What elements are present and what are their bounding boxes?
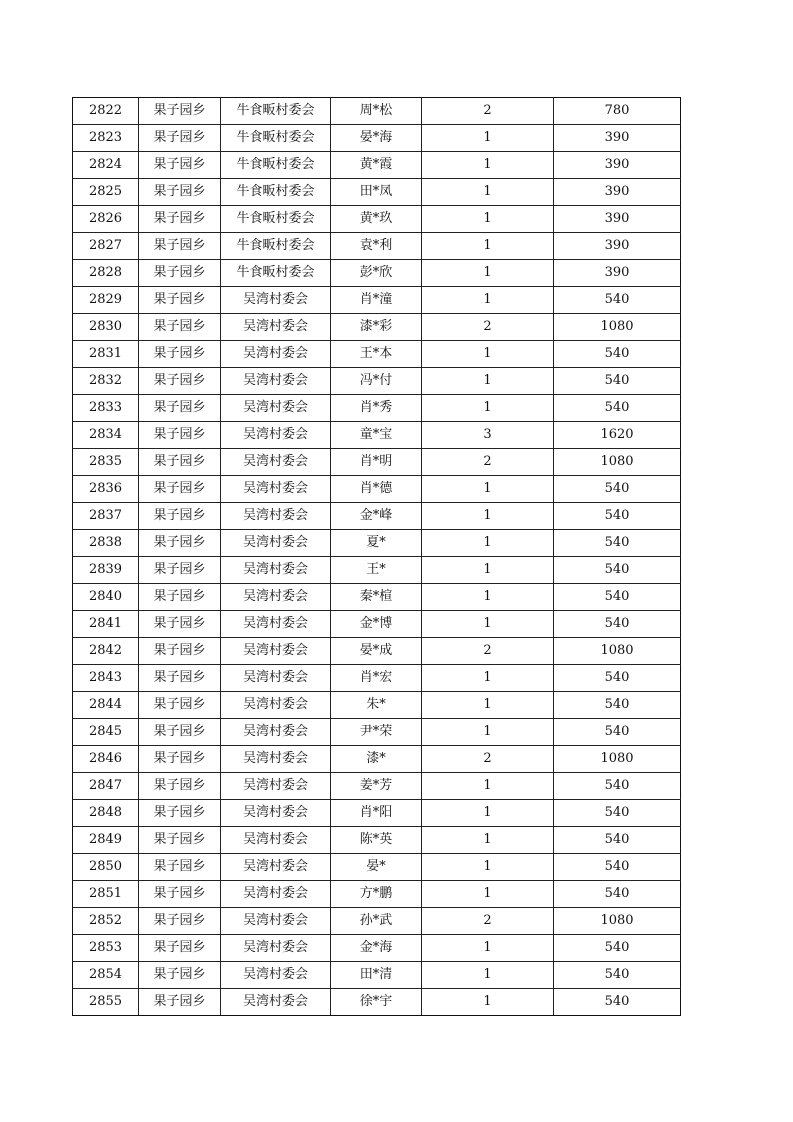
name-cell: 尹*荣	[331, 719, 422, 746]
amount-cell: 540	[554, 476, 681, 503]
amount-cell: 390	[554, 260, 681, 287]
amount-cell: 540	[554, 962, 681, 989]
count-cell: 1	[422, 827, 554, 854]
township-cell: 果子园乡	[139, 260, 221, 287]
name-cell: 金*博	[331, 611, 422, 638]
amount-cell: 1620	[554, 422, 681, 449]
row-number-cell: 2833	[73, 395, 139, 422]
table-row	[73, 476, 681, 503]
table-row	[73, 206, 681, 233]
count-cell: 1	[422, 233, 554, 260]
table-row	[73, 827, 681, 854]
township-cell: 果子园乡	[139, 557, 221, 584]
name-cell: 晏*海	[331, 125, 422, 152]
name-cell: 黄*霞	[331, 152, 422, 179]
name-cell: 秦*楦	[331, 584, 422, 611]
amount-cell: 540	[554, 611, 681, 638]
amount-cell: 390	[554, 206, 681, 233]
count-cell: 1	[422, 935, 554, 962]
village-committee-cell: 吴湾村委会	[221, 530, 331, 557]
row-number-cell: 2825	[73, 179, 139, 206]
table-row	[73, 935, 681, 962]
township-cell: 果子园乡	[139, 773, 221, 800]
row-number-cell: 2844	[73, 692, 139, 719]
township-cell: 果子园乡	[139, 611, 221, 638]
name-cell: 夏*	[331, 530, 422, 557]
count-cell: 1	[422, 125, 554, 152]
table-row	[73, 557, 681, 584]
amount-cell: 540	[554, 530, 681, 557]
count-cell: 1	[422, 692, 554, 719]
amount-cell: 540	[554, 881, 681, 908]
village-committee-cell: 吴湾村委会	[221, 962, 331, 989]
count-cell: 1	[422, 854, 554, 881]
township-cell: 果子园乡	[139, 395, 221, 422]
name-cell: 田*清	[331, 962, 422, 989]
data-table	[72, 97, 681, 1016]
count-cell: 1	[422, 611, 554, 638]
village-committee-cell: 吴湾村委会	[221, 476, 331, 503]
township-cell: 果子园乡	[139, 152, 221, 179]
row-number-cell: 2840	[73, 584, 139, 611]
township-cell: 果子园乡	[139, 179, 221, 206]
village-committee-cell: 牛食畈村委会	[221, 98, 331, 125]
row-number-cell: 2826	[73, 206, 139, 233]
table-row	[73, 584, 681, 611]
name-cell: 肖*宏	[331, 665, 422, 692]
count-cell: 1	[422, 719, 554, 746]
name-cell: 徐*宇	[331, 989, 422, 1016]
amount-cell: 540	[554, 692, 681, 719]
township-cell: 果子园乡	[139, 935, 221, 962]
amount-cell: 540	[554, 395, 681, 422]
amount-cell: 1080	[554, 314, 681, 341]
table-row	[73, 422, 681, 449]
village-committee-cell: 吴湾村委会	[221, 611, 331, 638]
amount-cell: 540	[554, 719, 681, 746]
count-cell: 1	[422, 665, 554, 692]
township-cell: 果子园乡	[139, 530, 221, 557]
amount-cell: 540	[554, 989, 681, 1016]
township-cell: 果子园乡	[139, 665, 221, 692]
township-cell: 果子园乡	[139, 584, 221, 611]
row-number-cell: 2834	[73, 422, 139, 449]
row-number-cell: 2842	[73, 638, 139, 665]
count-cell: 1	[422, 395, 554, 422]
village-committee-cell: 牛食畈村委会	[221, 233, 331, 260]
table-row	[73, 773, 681, 800]
table-row	[73, 503, 681, 530]
name-cell: 孙*武	[331, 908, 422, 935]
row-number-cell: 2835	[73, 449, 139, 476]
village-committee-cell: 牛食畈村委会	[221, 179, 331, 206]
name-cell: 王*	[331, 557, 422, 584]
village-committee-cell: 吴湾村委会	[221, 692, 331, 719]
name-cell: 肖*德	[331, 476, 422, 503]
count-cell: 1	[422, 206, 554, 233]
amount-cell: 540	[554, 341, 681, 368]
count-cell: 1	[422, 368, 554, 395]
count-cell: 2	[422, 908, 554, 935]
name-cell: 陈*英	[331, 827, 422, 854]
count-cell: 1	[422, 341, 554, 368]
row-number-cell: 2827	[73, 233, 139, 260]
township-cell: 果子园乡	[139, 908, 221, 935]
count-cell: 1	[422, 584, 554, 611]
amount-cell: 390	[554, 125, 681, 152]
name-cell: 漆*	[331, 746, 422, 773]
village-committee-cell: 牛食畈村委会	[221, 152, 331, 179]
amount-cell: 540	[554, 287, 681, 314]
amount-cell: 780	[554, 98, 681, 125]
count-cell: 1	[422, 557, 554, 584]
count-cell: 2	[422, 314, 554, 341]
village-committee-cell: 吴湾村委会	[221, 935, 331, 962]
table-row	[73, 611, 681, 638]
table-row	[73, 530, 681, 557]
township-cell: 果子园乡	[139, 476, 221, 503]
count-cell: 1	[422, 260, 554, 287]
row-number-cell: 2832	[73, 368, 139, 395]
village-committee-cell: 吴湾村委会	[221, 638, 331, 665]
name-cell: 晏*成	[331, 638, 422, 665]
table-row	[73, 692, 681, 719]
table-row	[73, 314, 681, 341]
township-cell: 果子园乡	[139, 962, 221, 989]
row-number-cell: 2836	[73, 476, 139, 503]
village-committee-cell: 吴湾村委会	[221, 881, 331, 908]
name-cell: 黄*玖	[331, 206, 422, 233]
count-cell: 1	[422, 800, 554, 827]
row-number-cell: 2847	[73, 773, 139, 800]
name-cell: 肖*阳	[331, 800, 422, 827]
township-cell: 果子园乡	[139, 800, 221, 827]
table-row	[73, 98, 681, 125]
village-committee-cell: 吴湾村委会	[221, 503, 331, 530]
row-number-cell: 2848	[73, 800, 139, 827]
village-committee-cell: 吴湾村委会	[221, 422, 331, 449]
table-row	[73, 665, 681, 692]
amount-cell: 540	[554, 827, 681, 854]
name-cell: 冯*付	[331, 368, 422, 395]
amount-cell: 540	[554, 503, 681, 530]
table-row	[73, 179, 681, 206]
township-cell: 果子园乡	[139, 719, 221, 746]
amount-cell: 540	[554, 773, 681, 800]
table-row	[73, 233, 681, 260]
village-committee-cell: 吴湾村委会	[221, 989, 331, 1016]
row-number-cell: 2837	[73, 503, 139, 530]
table-row	[73, 881, 681, 908]
count-cell: 1	[422, 989, 554, 1016]
name-cell: 漆*彩	[331, 314, 422, 341]
row-number-cell: 2845	[73, 719, 139, 746]
amount-cell: 1080	[554, 638, 681, 665]
count-cell: 1	[422, 530, 554, 557]
row-number-cell: 2822	[73, 98, 139, 125]
village-committee-cell: 吴湾村委会	[221, 800, 331, 827]
township-cell: 果子园乡	[139, 233, 221, 260]
table-row	[73, 341, 681, 368]
township-cell: 果子园乡	[139, 638, 221, 665]
row-number-cell: 2853	[73, 935, 139, 962]
amount-cell: 1080	[554, 449, 681, 476]
row-number-cell: 2831	[73, 341, 139, 368]
count-cell: 2	[422, 638, 554, 665]
count-cell: 2	[422, 98, 554, 125]
village-committee-cell: 吴湾村委会	[221, 773, 331, 800]
name-cell: 童*宝	[331, 422, 422, 449]
count-cell: 1	[422, 503, 554, 530]
name-cell: 周*松	[331, 98, 422, 125]
table-row	[73, 854, 681, 881]
amount-cell: 540	[554, 854, 681, 881]
count-cell: 1	[422, 287, 554, 314]
row-number-cell: 2839	[73, 557, 139, 584]
township-cell: 果子园乡	[139, 422, 221, 449]
name-cell: 方*鹏	[331, 881, 422, 908]
row-number-cell: 2841	[73, 611, 139, 638]
village-committee-cell: 牛食畈村委会	[221, 206, 331, 233]
row-number-cell: 2838	[73, 530, 139, 557]
township-cell: 果子园乡	[139, 206, 221, 233]
table-row	[73, 746, 681, 773]
village-committee-cell: 吴湾村委会	[221, 827, 331, 854]
count-cell: 1	[422, 773, 554, 800]
row-number-cell: 2849	[73, 827, 139, 854]
township-cell: 果子园乡	[139, 881, 221, 908]
table-row	[73, 395, 681, 422]
row-number-cell: 2828	[73, 260, 139, 287]
row-number-cell: 2855	[73, 989, 139, 1016]
row-number-cell: 2846	[73, 746, 139, 773]
village-committee-cell: 吴湾村委会	[221, 584, 331, 611]
table-row	[73, 908, 681, 935]
table-row	[73, 260, 681, 287]
name-cell: 肖*明	[331, 449, 422, 476]
name-cell: 金*峰	[331, 503, 422, 530]
name-cell: 田*凤	[331, 179, 422, 206]
amount-cell: 540	[554, 368, 681, 395]
township-cell: 果子园乡	[139, 287, 221, 314]
count-cell: 1	[422, 152, 554, 179]
township-cell: 果子园乡	[139, 449, 221, 476]
count-cell: 3	[422, 422, 554, 449]
township-cell: 果子园乡	[139, 692, 221, 719]
row-number-cell: 2829	[73, 287, 139, 314]
count-cell: 2	[422, 449, 554, 476]
row-number-cell: 2852	[73, 908, 139, 935]
village-committee-cell: 吴湾村委会	[221, 341, 331, 368]
name-cell: 肖*潼	[331, 287, 422, 314]
name-cell: 朱*	[331, 692, 422, 719]
row-number-cell: 2830	[73, 314, 139, 341]
name-cell: 肖*秀	[331, 395, 422, 422]
amount-cell: 540	[554, 665, 681, 692]
village-committee-cell: 牛食畈村委会	[221, 260, 331, 287]
township-cell: 果子园乡	[139, 854, 221, 881]
name-cell: 晏*	[331, 854, 422, 881]
village-committee-cell: 吴湾村委会	[221, 449, 331, 476]
amount-cell: 390	[554, 179, 681, 206]
amount-cell: 1080	[554, 908, 681, 935]
village-committee-cell: 牛食畈村委会	[221, 125, 331, 152]
township-cell: 果子园乡	[139, 746, 221, 773]
table-row	[73, 449, 681, 476]
township-cell: 果子园乡	[139, 125, 221, 152]
table-row	[73, 962, 681, 989]
township-cell: 果子园乡	[139, 503, 221, 530]
amount-cell: 540	[554, 584, 681, 611]
amount-cell: 540	[554, 935, 681, 962]
amount-cell: 390	[554, 152, 681, 179]
village-committee-cell: 吴湾村委会	[221, 368, 331, 395]
name-cell: 金*海	[331, 935, 422, 962]
township-cell: 果子园乡	[139, 368, 221, 395]
village-committee-cell: 吴湾村委会	[221, 287, 331, 314]
count-cell: 1	[422, 881, 554, 908]
table-row	[73, 368, 681, 395]
table-row	[73, 287, 681, 314]
table-body	[73, 98, 681, 1016]
name-cell: 袁*利	[331, 233, 422, 260]
township-cell: 果子园乡	[139, 341, 221, 368]
name-cell: 彭*欣	[331, 260, 422, 287]
name-cell: 王*本	[331, 341, 422, 368]
village-committee-cell: 吴湾村委会	[221, 665, 331, 692]
amount-cell: 540	[554, 557, 681, 584]
row-number-cell: 2823	[73, 125, 139, 152]
township-cell: 果子园乡	[139, 98, 221, 125]
amount-cell: 1080	[554, 746, 681, 773]
count-cell: 1	[422, 179, 554, 206]
table-row	[73, 719, 681, 746]
name-cell: 姜*芳	[331, 773, 422, 800]
amount-cell: 390	[554, 233, 681, 260]
village-committee-cell: 吴湾村委会	[221, 314, 331, 341]
township-cell: 果子园乡	[139, 989, 221, 1016]
table-row	[73, 152, 681, 179]
village-committee-cell: 吴湾村委会	[221, 395, 331, 422]
table-row	[73, 800, 681, 827]
village-committee-cell: 吴湾村委会	[221, 719, 331, 746]
row-number-cell: 2851	[73, 881, 139, 908]
row-number-cell: 2850	[73, 854, 139, 881]
table-row	[73, 125, 681, 152]
village-committee-cell: 吴湾村委会	[221, 746, 331, 773]
table-row	[73, 989, 681, 1016]
village-committee-cell: 吴湾村委会	[221, 908, 331, 935]
village-committee-cell: 吴湾村委会	[221, 557, 331, 584]
row-number-cell: 2824	[73, 152, 139, 179]
row-number-cell: 2843	[73, 665, 139, 692]
table-row	[73, 638, 681, 665]
count-cell: 1	[422, 962, 554, 989]
count-cell: 1	[422, 476, 554, 503]
amount-cell: 540	[554, 800, 681, 827]
row-number-cell: 2854	[73, 962, 139, 989]
village-committee-cell: 吴湾村委会	[221, 854, 331, 881]
township-cell: 果子园乡	[139, 314, 221, 341]
count-cell: 2	[422, 746, 554, 773]
township-cell: 果子园乡	[139, 827, 221, 854]
